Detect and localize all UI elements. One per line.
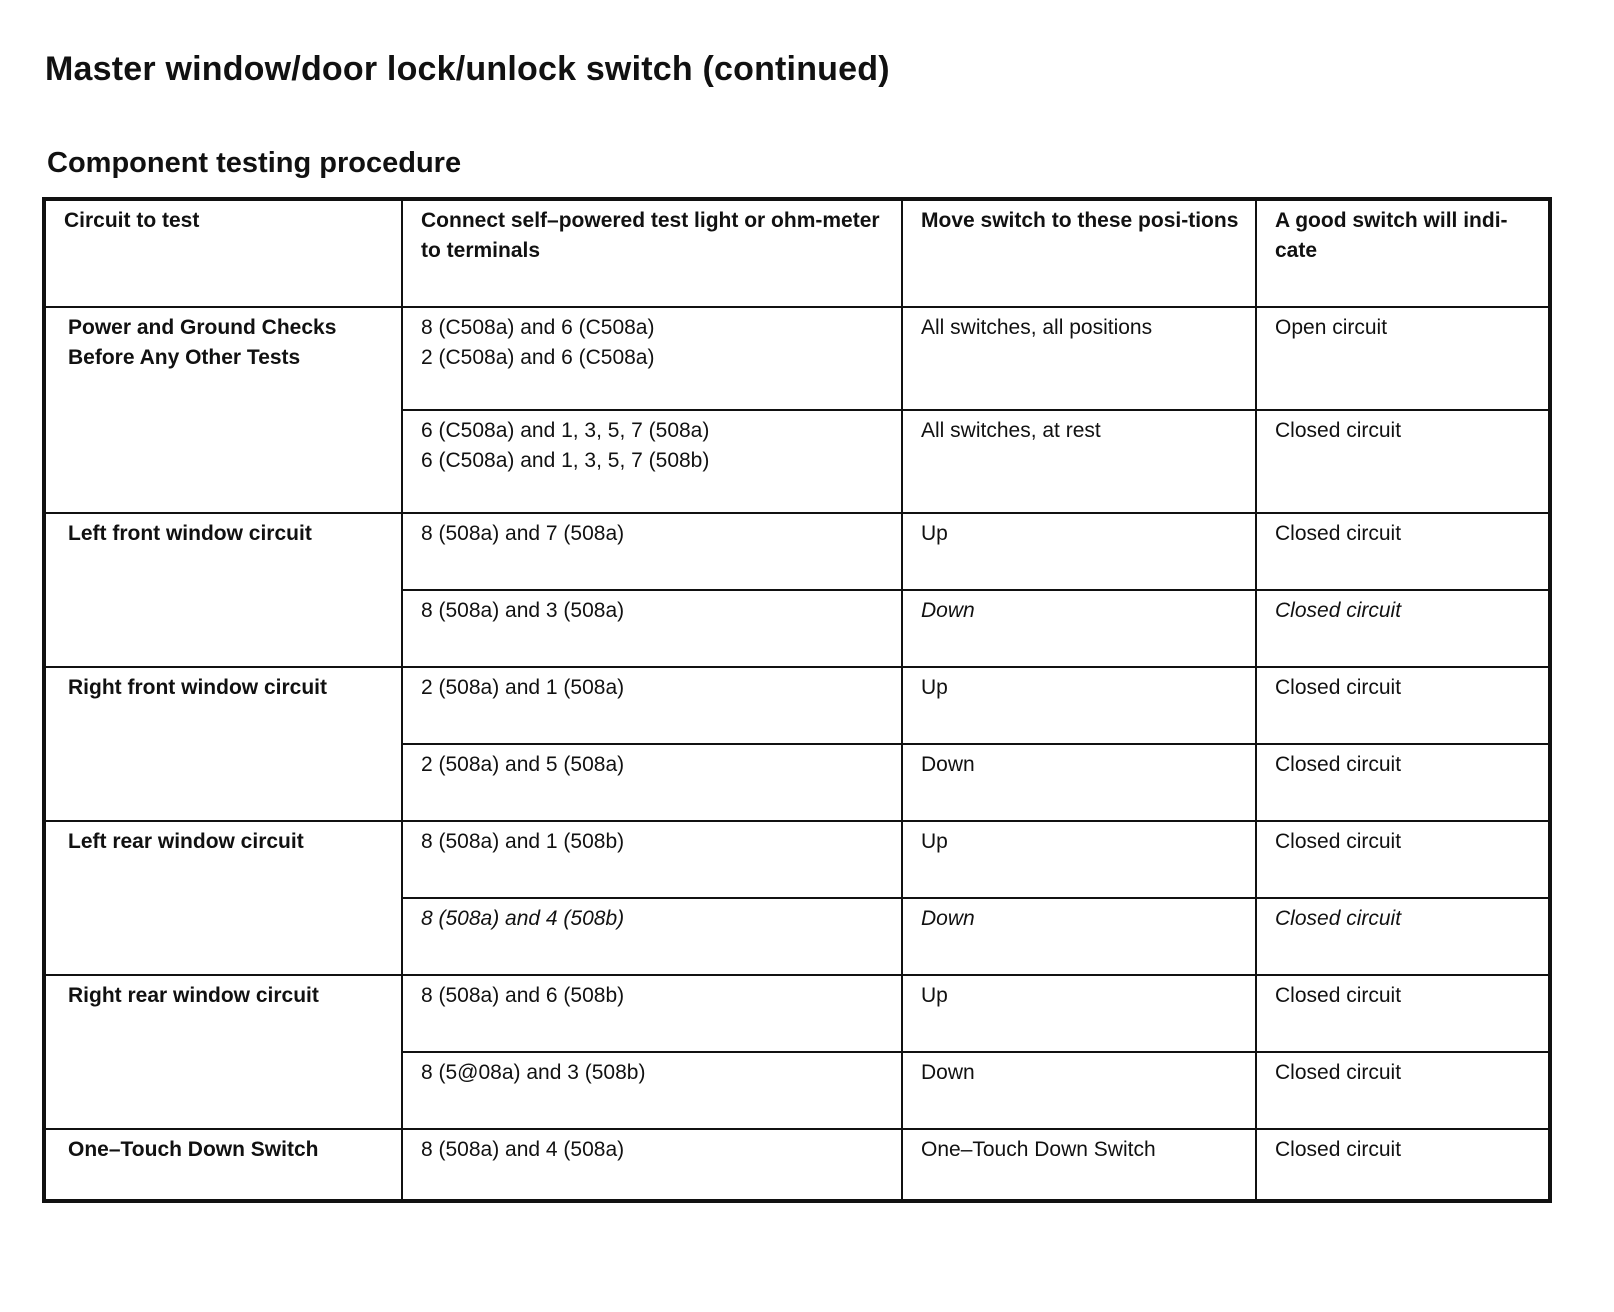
- position-cell: Down: [902, 1052, 1256, 1129]
- indication-cell: Closed circuit: [1256, 1129, 1550, 1201]
- terminals-cell: 8 (508a) and 4 (508a): [402, 1129, 902, 1201]
- page-title: Master window/door lock/unlock switch (continued): [45, 50, 890, 88]
- position-cell: Down: [902, 744, 1256, 821]
- header-connect-terminals: Connect self–powered test light or ohm-meter to terminals: [402, 199, 902, 307]
- circuit-cell: One–Touch Down Switch: [44, 1129, 402, 1201]
- position-cell: Up: [902, 821, 1256, 898]
- terminals-cell: [402, 307, 902, 410]
- header-switch-positions: Move switch to these posi-tions: [902, 199, 1256, 307]
- indication-cell: Closed circuit: [1256, 821, 1550, 898]
- position-cell: Up: [902, 975, 1256, 1052]
- indication-cell: Closed circuit: [1256, 410, 1550, 513]
- terminals-cell: 8 (508a) and 4 (508b): [402, 898, 902, 975]
- circuit-cell: Right rear window circuit: [44, 975, 402, 1129]
- terminals-cell: 8 (508a) and 6 (508b): [402, 975, 902, 1052]
- terminals-line: 6 (C508a) and 1, 3, 5, 7 (508a): [421, 419, 710, 442]
- terminals-cell: [402, 410, 902, 513]
- indication-cell: Closed circuit: [1256, 513, 1550, 590]
- component-testing-table: [42, 197, 1552, 1203]
- terminals-line: 8 (C508a) and 6 (C508a): [421, 316, 655, 339]
- circuit-cell: Power and Ground Checks Before Any Other Tests: [44, 307, 402, 513]
- circuit-cell: Left front window circuit: [44, 513, 402, 667]
- indication-cell: Closed circuit: [1256, 667, 1550, 744]
- position-cell: Up: [902, 667, 1256, 744]
- circuit-cell: Left rear window circuit: [44, 821, 402, 975]
- table-row: [44, 821, 1550, 898]
- header-good-switch-indication: A good switch will indi-cate: [1256, 199, 1550, 307]
- indication-cell: Closed circuit: [1256, 1052, 1550, 1129]
- section-title: Component testing procedure: [47, 147, 462, 179]
- terminals-cell: 8 (508a) and 7 (508a): [402, 513, 902, 590]
- indication-cell: Closed circuit: [1256, 898, 1550, 975]
- indication-cell: Closed circuit: [1256, 975, 1550, 1052]
- terminals-cell: 8 (508a) and 1 (508b): [402, 821, 902, 898]
- table-row: [44, 667, 1550, 744]
- terminals-cell: 8 (508a) and 3 (508a): [402, 590, 902, 667]
- terminals-cell: 8 (5@08a) and 3 (508b): [402, 1052, 902, 1129]
- terminals-cell: 2 (508a) and 1 (508a): [402, 667, 902, 744]
- terminals-line: 2 (C508a) and 6 (C508a): [421, 346, 655, 369]
- table-row: [44, 1129, 1550, 1201]
- header-circuit-to-test: Circuit to test: [44, 199, 402, 307]
- indication-cell: Closed circuit: [1256, 590, 1550, 667]
- table-row: [44, 975, 1550, 1052]
- table-row: [44, 307, 1550, 410]
- indication-cell: Open circuit: [1256, 307, 1550, 410]
- position-cell: Down: [902, 590, 1256, 667]
- position-cell: Down: [902, 898, 1256, 975]
- position-cell: Up: [902, 513, 1256, 590]
- terminals-cell: 2 (508a) and 5 (508a): [402, 744, 902, 821]
- terminals-line: 6 (C508a) and 1, 3, 5, 7 (508b): [421, 449, 710, 472]
- circuit-cell: Right front window circuit: [44, 667, 402, 821]
- table-header-row: [44, 199, 1550, 307]
- indication-cell: Closed circuit: [1256, 744, 1550, 821]
- position-cell: One–Touch Down Switch: [902, 1129, 1256, 1201]
- position-cell: All switches, at rest: [902, 410, 1256, 513]
- table-row: [44, 513, 1550, 590]
- position-cell: All switches, all positions: [902, 307, 1256, 410]
